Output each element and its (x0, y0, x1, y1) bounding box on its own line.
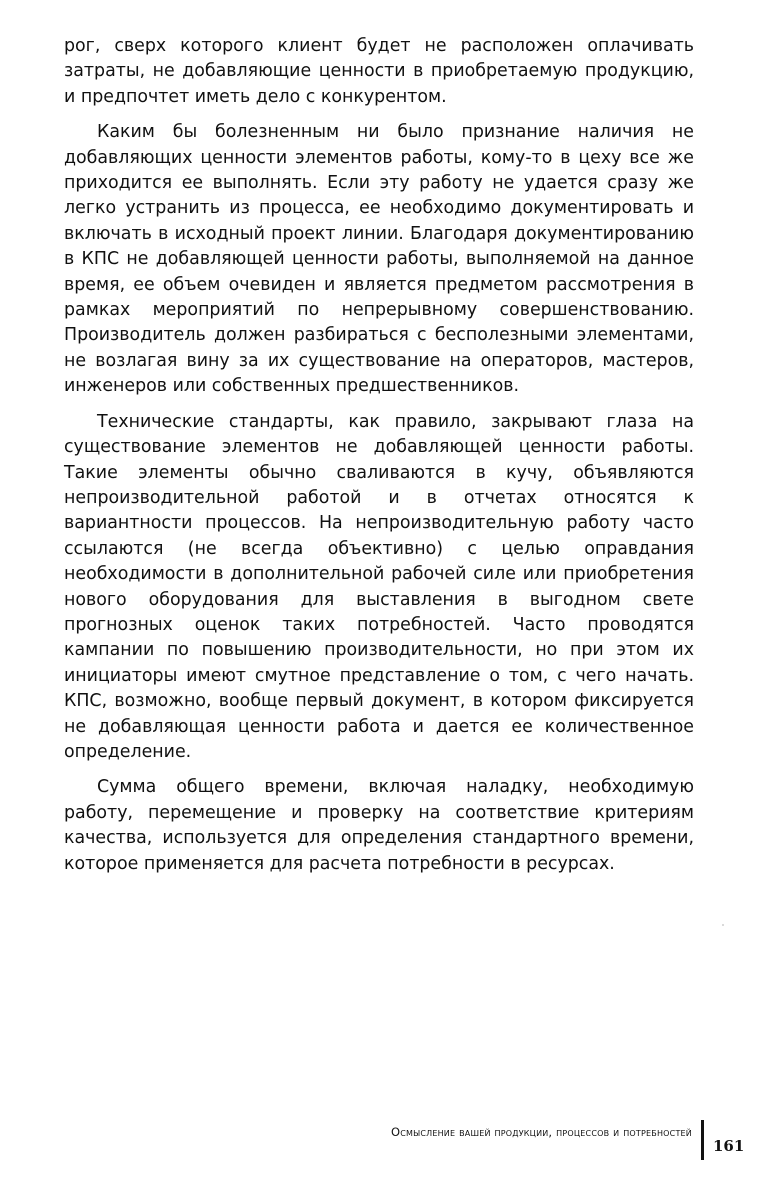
paragraph-continuation: рог, сверх которого клиент будет не расположен оплачивать затраты, не добавляющие ценности в приобретаемую продукцию, и предпочтет иметь дело с конкурентом. (64, 36, 694, 107)
paragraph: Сумма общего времени, включая наладку, необходимую работу, перемещение и проверку на соответствие критериям качества, используется для определения стандартного времени, которое применяется для расчета потребности в ресурсах. (64, 777, 694, 874)
page-footer (0, 1125, 760, 1165)
body-text (64, 34, 694, 887)
footer-divider (701, 1120, 704, 1160)
paragraph: Технические стандарты, как правило, закрывают глаза на существование элементов не добавляющей ценности работы. Такие элементы обычно сваливаются в кучу, объявляются непроизводительной работой и в отчетах относятся к вариантности процессов. На непроизводительную работу часто ссылаются (не всегда объективно) с целью оправдания необходимости в дополнительной рабочей силе или приобретения нового оборудования для выставления в выгодном свете прогнозных оценок таких потребностей. Часто проводятся кампании по повышению производительности, но при этом их инициаторы имеют смутное представление о том, с чего начать. КПС, возможно, вообще первый документ, в котором фиксируется не добавляющая ценности работа и дается ее количественное определение. (64, 411, 694, 762)
paragraph: Каким бы болезненным ни было признание наличия не добавляющих ценности элементов работы, кому-то в цеху все же приходится ее выполнять. Если эту работу не удается сразу же легко устранить из процесса, ее необходимо документировать и включать в исходный проект линии. Благодаря документированию в КПС не добавляющей ценности работы, выполняемой на данное время, ее объем очевиден и является предметом рассмотрения в рамках мероприятий по непрерывному совершенствованию. Производитель должен разбираться с бесполезными элементами, не возлагая вину за их существование на операторов, мастеров, инженеров или собственных предшественников. (64, 122, 694, 397)
scan-speck (722, 924, 724, 926)
page-number: 161 (713, 1137, 745, 1155)
running-head: Осмысление вашей продукции, процессов и потребностей (390, 1125, 692, 1139)
